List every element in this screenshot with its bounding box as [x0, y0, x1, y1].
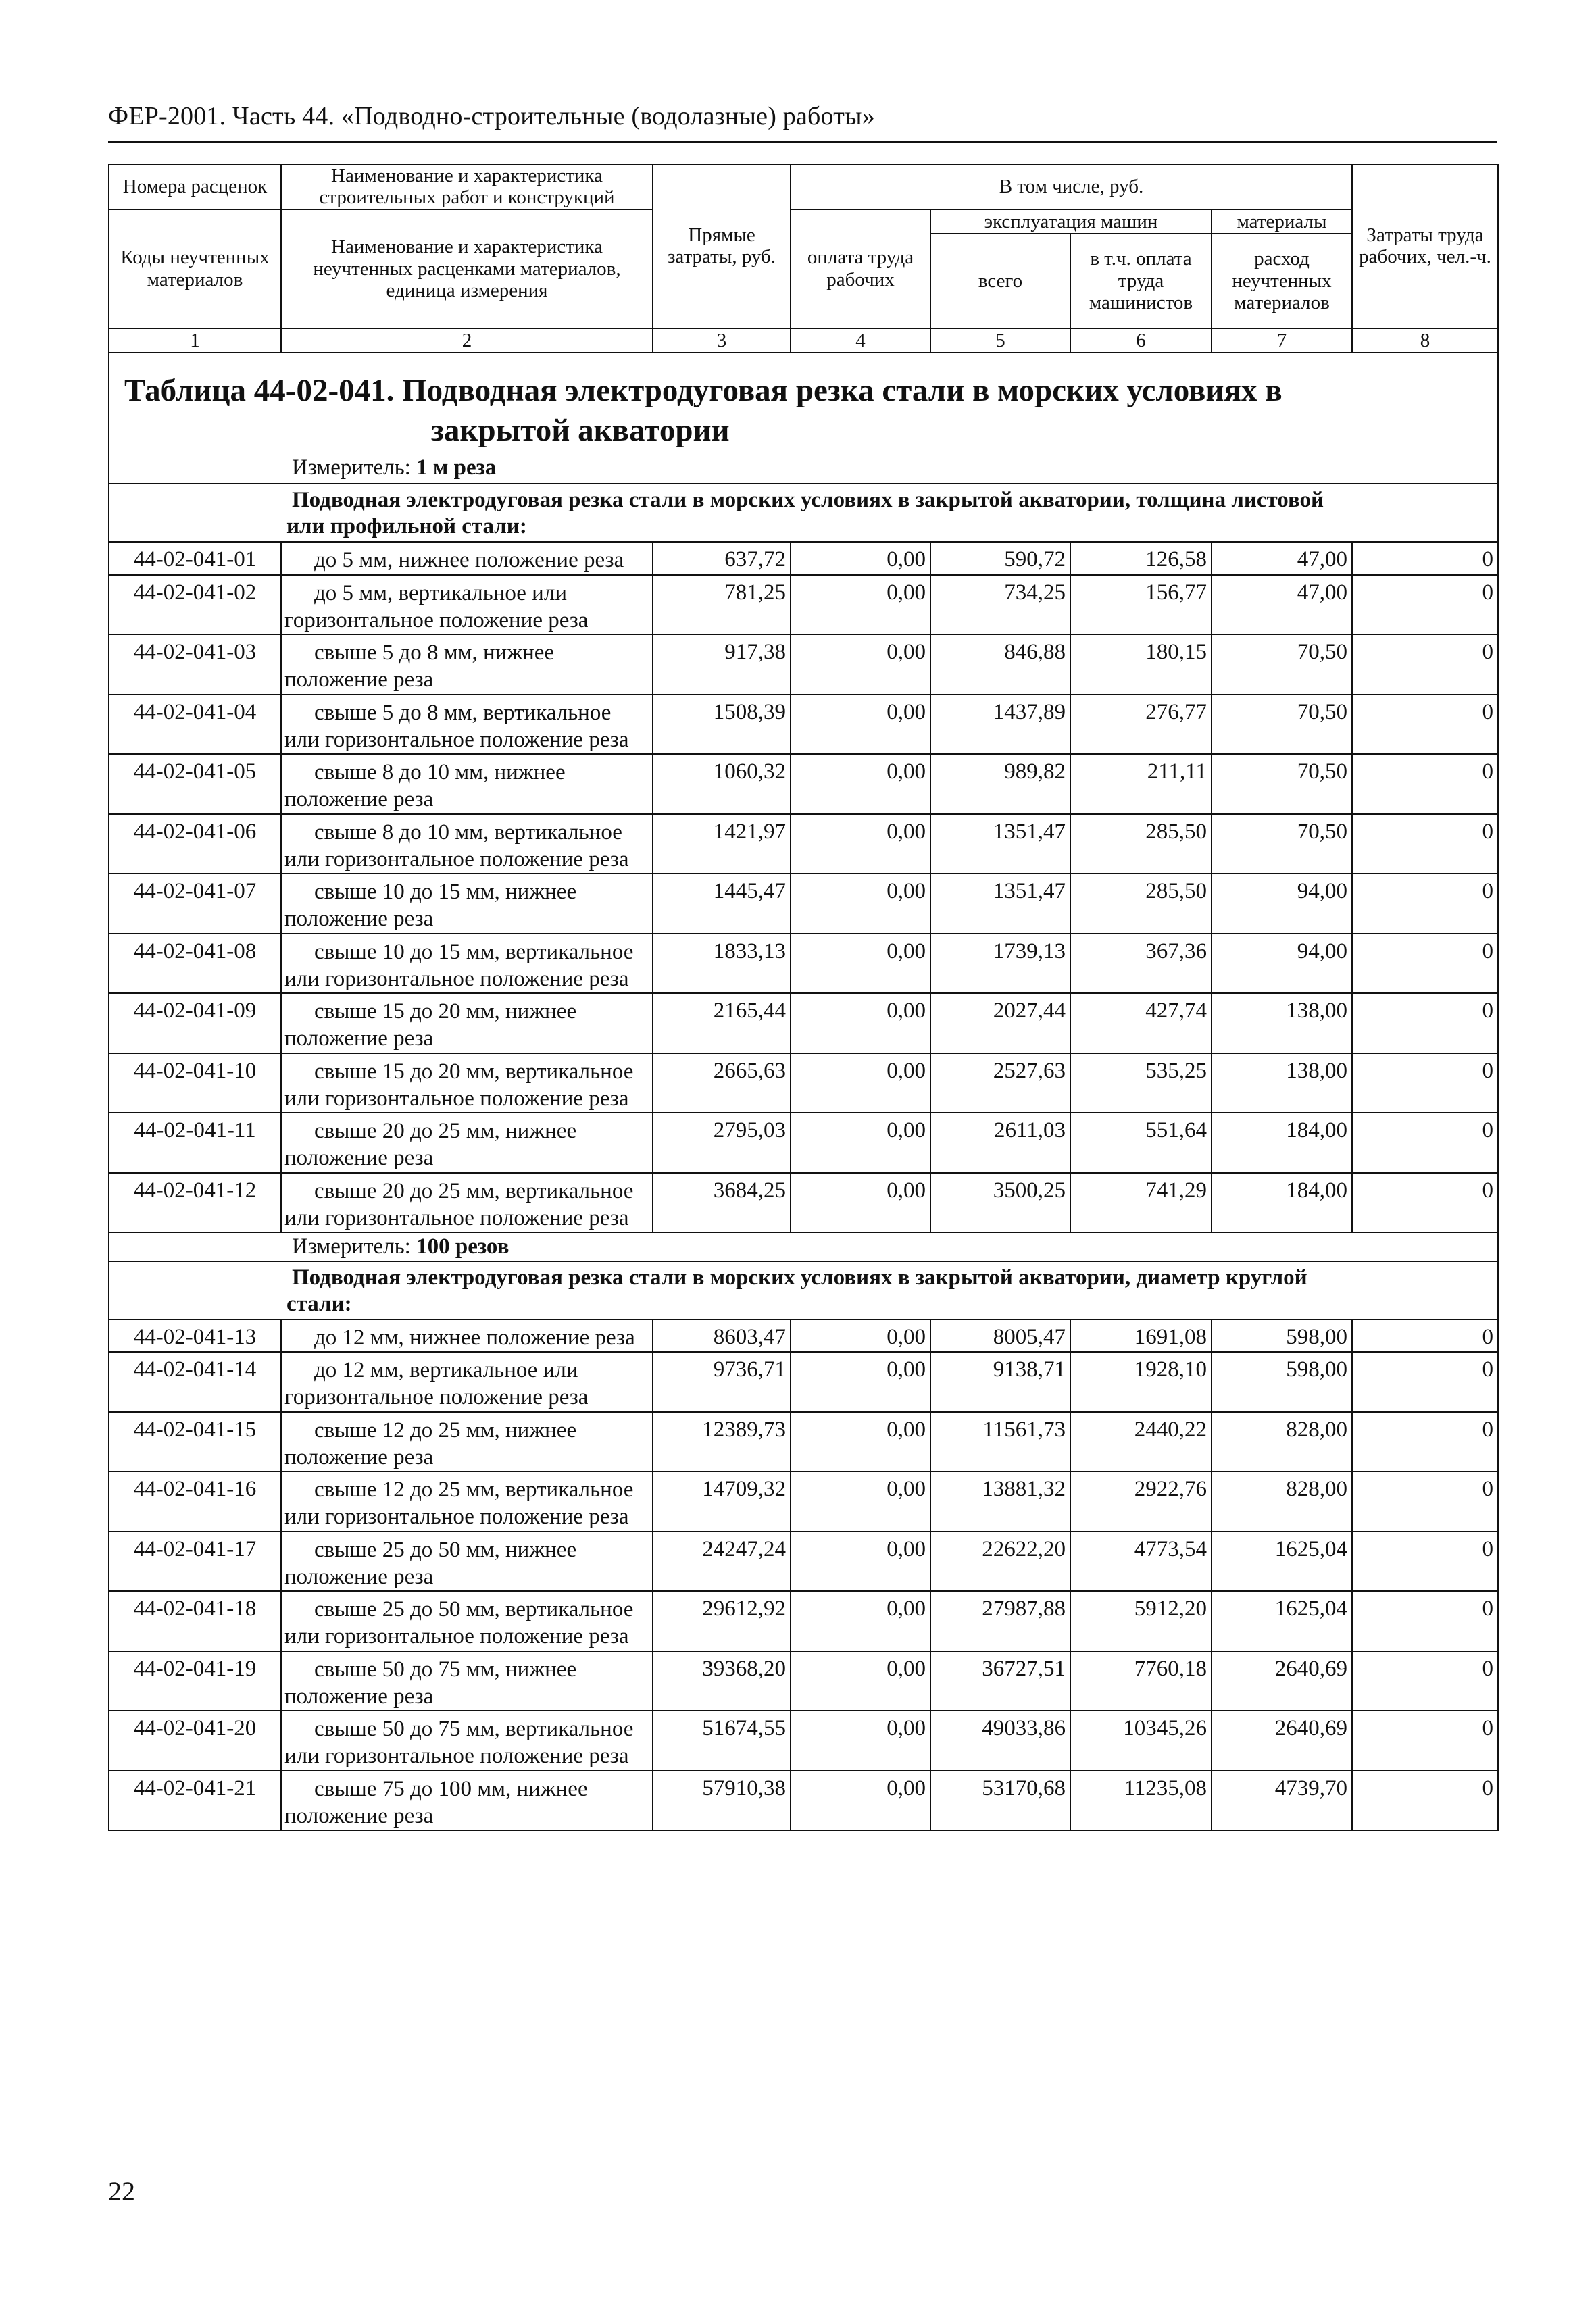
direct-costs: 1445,47: [653, 874, 791, 934]
col1-bottom-header: Коды неучтенных материалов: [109, 209, 281, 328]
materials-cost: 70,50: [1212, 634, 1352, 695]
materials-cost: 598,00: [1212, 1319, 1352, 1352]
materials-cost: 598,00: [1212, 1352, 1352, 1412]
rate-description-first-line: свыше 25 до 50 мм, нижнее: [314, 1537, 577, 1562]
rate-description-rest: вертикальное или горизонтальное положение реза: [284, 1478, 634, 1530]
rate-code: 44-02-041-14: [109, 1352, 281, 1412]
section-heading-2: [109, 1261, 1498, 1319]
direct-costs: 9736,71: [653, 1352, 791, 1412]
materials-cost: 2640,69: [1212, 1651, 1352, 1711]
rate-description: [281, 934, 653, 994]
rate-description: [281, 1771, 653, 1831]
labor-hours: 0: [1352, 993, 1498, 1053]
section-heading-line1: Подводная электродуговая резка стали в морских условиях в закрытой акватории, диаметр круглой: [292, 1265, 1307, 1290]
rate-code: 44-02-041-13: [109, 1319, 281, 1352]
rate-description-first-line: свыше 5 до 8 мм, вертикальное: [314, 700, 612, 725]
rate-description-rest: реза: [595, 1325, 635, 1350]
rate-code: 44-02-041-16: [109, 1472, 281, 1532]
rate-code: 44-02-041-19: [109, 1651, 281, 1711]
direct-costs: 781,25: [653, 575, 791, 635]
rate-code: 44-02-041-10: [109, 1053, 281, 1113]
direct-costs: 637,72: [653, 542, 791, 574]
col3-header: Прямые затраты, руб.: [653, 164, 791, 328]
measure-label: Измеритель:: [292, 1234, 411, 1259]
section-heading-1: [109, 484, 1498, 542]
rate-description-rest: положение реза: [284, 787, 434, 812]
direct-costs: 2665,63: [653, 1053, 791, 1113]
col5-header: всего: [930, 234, 1070, 328]
group-materials-header: материалы: [1212, 209, 1352, 234]
rate-code: 44-02-041-03: [109, 634, 281, 695]
col-number: 1: [109, 328, 281, 353]
col-number: 5: [930, 328, 1070, 353]
labor-hours: 0: [1352, 634, 1498, 695]
labor-hours: 0: [1352, 814, 1498, 874]
table-row: [109, 1053, 1498, 1113]
machines-total: 8005,47: [930, 1319, 1070, 1352]
materials-cost: 184,00: [1212, 1113, 1352, 1173]
rate-code: 44-02-041-04: [109, 695, 281, 755]
rate-description-first-line: свыше 50 до 75 мм, нижнее: [314, 1657, 577, 1682]
machines-total: 1351,47: [930, 814, 1070, 874]
labor-pay: 0,00: [791, 1053, 930, 1113]
machinists-pay: 1928,10: [1070, 1352, 1212, 1412]
machinists-pay: 1691,08: [1070, 1319, 1212, 1352]
machines-total: 1351,47: [930, 874, 1070, 934]
labor-hours: 0: [1352, 542, 1498, 574]
labor-pay: 0,00: [791, 754, 930, 814]
rate-description-rest: вертикальное или горизонтальное положение реза: [284, 820, 629, 872]
rate-description-first-line: свыше 20 до 25 мм,: [314, 1178, 500, 1203]
table-row: [109, 1472, 1498, 1532]
labor-hours: 0: [1352, 1319, 1498, 1352]
machinists-pay: 11235,08: [1070, 1771, 1212, 1831]
rate-description: [281, 1173, 653, 1233]
labor-hours: 0: [1352, 1711, 1498, 1771]
machines-total: 9138,71: [930, 1352, 1070, 1412]
col6-header: в т.ч. оплата труда машинистов: [1070, 234, 1212, 328]
machinists-pay: 5912,20: [1070, 1591, 1212, 1651]
machines-total: 734,25: [930, 575, 1070, 635]
table-head: [109, 164, 1498, 353]
table-row: [109, 754, 1498, 814]
rate-description: [281, 1319, 653, 1352]
rate-description-rest: положение реза: [284, 1684, 434, 1709]
col-number: 2: [281, 328, 653, 353]
machinists-pay: 285,50: [1070, 814, 1212, 874]
materials-cost: 70,50: [1212, 695, 1352, 755]
page-number: 22: [108, 2176, 135, 2207]
direct-costs: 2795,03: [653, 1113, 791, 1173]
rate-description-first-line: свыше 10 до 15 мм, нижнее: [314, 880, 577, 905]
rate-description-first-line: свыше 10 до 15 мм,: [314, 939, 500, 964]
table-row: [109, 1412, 1498, 1472]
rate-description: [281, 1113, 653, 1173]
col-number: 6: [1070, 328, 1212, 353]
machines-total: 590,72: [930, 542, 1070, 574]
rate-description-rest: положение реза: [284, 907, 434, 932]
labor-hours: 0: [1352, 1113, 1498, 1173]
table-row: [109, 695, 1498, 755]
rate-description: [281, 1532, 653, 1592]
rate-description: [281, 1053, 653, 1113]
labor-pay: 0,00: [791, 695, 930, 755]
table-row: [109, 1711, 1498, 1771]
labor-hours: 0: [1352, 1532, 1498, 1592]
rate-description-first-line: свыше 25 до 50 мм,: [314, 1597, 500, 1622]
measure-row-1: [109, 453, 1498, 484]
rate-description-first-line: свыше 50 до 75 мм,: [314, 1717, 500, 1742]
group-machines-header: эксплуатация машин: [930, 209, 1212, 234]
materials-cost: 94,00: [1212, 934, 1352, 994]
materials-cost: 2640,69: [1212, 1711, 1352, 1771]
direct-costs: 917,38: [653, 634, 791, 695]
materials-cost: 184,00: [1212, 1173, 1352, 1233]
rate-description-rest: положение реза: [284, 668, 434, 693]
direct-costs: 39368,20: [653, 1651, 791, 1711]
machinists-pay: 126,58: [1070, 542, 1212, 574]
rate-description-rest: положение реза: [284, 1444, 434, 1469]
direct-costs: 57910,38: [653, 1771, 791, 1831]
machinists-pay: 535,25: [1070, 1053, 1212, 1113]
rate-code: 44-02-041-21: [109, 1771, 281, 1831]
rate-description-rest: положение реза: [284, 1146, 434, 1171]
rate-code: 44-02-041-06: [109, 814, 281, 874]
rate-description-first-line: свыше 15 до 20 мм, нижнее: [314, 999, 577, 1024]
labor-hours: 0: [1352, 934, 1498, 994]
rate-description: [281, 993, 653, 1053]
table-title-line1: Таблица 44-02-041. Подводная электродуговая резка стали в морских условиях в: [124, 372, 1282, 408]
table-row: [109, 1651, 1498, 1711]
rate-description-rest: горизонтальное положение реза: [284, 607, 589, 632]
measure-value: 100 резов: [416, 1234, 509, 1259]
rate-code: 44-02-041-15: [109, 1412, 281, 1472]
machines-total: 846,88: [930, 634, 1070, 695]
labor-hours: 0: [1352, 1591, 1498, 1651]
rate-description-rest: вертикальное или горизонтальное положение реза: [284, 1059, 634, 1111]
machines-total: 36727,51: [930, 1651, 1070, 1711]
machines-total: 27987,88: [930, 1591, 1070, 1651]
table-row: [109, 993, 1498, 1053]
direct-costs: 29612,92: [653, 1591, 791, 1651]
rate-description: [281, 874, 653, 934]
machinists-pay: 180,15: [1070, 634, 1212, 695]
rate-description-rest: вертикальное или горизонтальное положение реза: [284, 1597, 634, 1649]
table-row: [109, 542, 1498, 574]
col4-header: оплата труда рабочих: [791, 209, 930, 328]
direct-costs: 1508,39: [653, 695, 791, 755]
labor-hours: 0: [1352, 874, 1498, 934]
materials-cost: 1625,04: [1212, 1532, 1352, 1592]
direct-costs: 3684,25: [653, 1173, 791, 1233]
machines-total: 989,82: [930, 754, 1070, 814]
rate-description-rest: положение реза: [284, 1026, 434, 1051]
table-row: [109, 1591, 1498, 1651]
col-number: 4: [791, 328, 930, 353]
direct-costs: 14709,32: [653, 1472, 791, 1532]
machines-total: 2527,63: [930, 1053, 1070, 1113]
direct-costs: 1421,97: [653, 814, 791, 874]
machinists-pay: 551,64: [1070, 1113, 1212, 1173]
labor-pay: 0,00: [791, 1173, 930, 1233]
table-row: [109, 1771, 1498, 1831]
rate-description-first-line: свыше 75 до 100 мм, нижнее: [314, 1776, 588, 1801]
labor-pay: 0,00: [791, 575, 930, 635]
materials-cost: 138,00: [1212, 1053, 1352, 1113]
machinists-pay: 2440,22: [1070, 1412, 1212, 1472]
rate-code: 44-02-041-08: [109, 934, 281, 994]
machinists-pay: 10345,26: [1070, 1711, 1212, 1771]
rate-description: [281, 1352, 653, 1412]
direct-costs: 24247,24: [653, 1532, 791, 1592]
labor-pay: 0,00: [791, 993, 930, 1053]
machines-total: 1437,89: [930, 695, 1070, 755]
labor-pay: 0,00: [791, 634, 930, 695]
table-row: [109, 575, 1498, 635]
labor-pay: 0,00: [791, 934, 930, 994]
rate-description-first-line: до 12 мм, вертикальное или: [314, 1358, 578, 1383]
materials-cost: 4739,70: [1212, 1771, 1352, 1831]
table-row: [109, 1532, 1498, 1592]
rate-description: [281, 695, 653, 755]
machines-total: 13881,32: [930, 1472, 1070, 1532]
rate-code: 44-02-041-02: [109, 575, 281, 635]
rate-description: [281, 542, 653, 574]
materials-cost: 828,00: [1212, 1472, 1352, 1532]
rate-description-rest: положение реза: [284, 1564, 434, 1589]
direct-costs: 2165,44: [653, 993, 791, 1053]
labor-pay: 0,00: [791, 1113, 930, 1173]
rate-description: [281, 814, 653, 874]
rate-description-first-line: до 12 мм, нижнее положение: [314, 1325, 590, 1350]
labor-hours: 0: [1352, 1053, 1498, 1113]
labor-hours: 0: [1352, 1412, 1498, 1472]
labor-hours: 0: [1352, 1651, 1498, 1711]
section-heading-line1: Подводная электродуговая резка стали в морских условиях в закрытой акватории, толщина листовой: [292, 488, 1324, 513]
direct-costs: 12389,73: [653, 1412, 791, 1472]
machinists-pay: 7760,18: [1070, 1651, 1212, 1711]
labor-hours: 0: [1352, 1352, 1498, 1412]
machinists-pay: 741,29: [1070, 1173, 1212, 1233]
col7-header: расход неучтенных материалов: [1212, 234, 1352, 328]
labor-pay: 0,00: [791, 1532, 930, 1592]
table-row: [109, 1173, 1498, 1233]
machinists-pay: 2922,76: [1070, 1472, 1212, 1532]
table-row: [109, 814, 1498, 874]
col2-top-header: Наименование и характеристика строительных работ и конструкций: [281, 164, 653, 209]
materials-cost: 828,00: [1212, 1412, 1352, 1472]
rate-description-first-line: свыше 12 до 25 мм,: [314, 1478, 500, 1503]
col8-header: Затраты труда рабочих, чел.-ч.: [1352, 164, 1498, 328]
labor-pay: 0,00: [791, 814, 930, 874]
machinists-pay: 367,36: [1070, 934, 1212, 994]
rate-description-first-line: свыше 8 до 10 мм, нижнее: [314, 760, 566, 785]
machinists-pay: 427,74: [1070, 993, 1212, 1053]
direct-costs: 51674,55: [653, 1711, 791, 1771]
col-number: 7: [1212, 328, 1352, 353]
labor-pay: 0,00: [791, 1651, 930, 1711]
rate-description-first-line: свыше 8 до 10 мм,: [314, 820, 489, 845]
labor-pay: 0,00: [791, 1319, 930, 1352]
labor-pay: 0,00: [791, 874, 930, 934]
labor-pay: 0,00: [791, 1711, 930, 1771]
col2-bottom-header: Наименование и характеристика неучтенных расценками материалов, единица измерения: [281, 209, 653, 328]
group-incl-header: В том числе, руб.: [791, 164, 1352, 209]
section-heading-line2: стали:: [286, 1292, 352, 1316]
machinists-pay: 4773,54: [1070, 1532, 1212, 1592]
table-row: [109, 1319, 1498, 1352]
materials-cost: 138,00: [1212, 993, 1352, 1053]
rate-code: 44-02-041-20: [109, 1711, 281, 1771]
rate-description-rest: вертикальное или горизонтальное положение реза: [284, 939, 634, 991]
table-title: [109, 353, 1498, 453]
labor-pay: 0,00: [791, 1771, 930, 1831]
rate-description: [281, 1591, 653, 1651]
rate-code: 44-02-041-12: [109, 1173, 281, 1233]
labor-pay: 0,00: [791, 1591, 930, 1651]
rate-description: [281, 634, 653, 695]
machines-total: 2611,03: [930, 1113, 1070, 1173]
labor-pay: 0,00: [791, 1352, 930, 1412]
col-number: 8: [1352, 328, 1498, 353]
labor-pay: 0,00: [791, 1412, 930, 1472]
materials-cost: 70,50: [1212, 814, 1352, 874]
direct-costs: 1060,32: [653, 754, 791, 814]
rate-code: 44-02-041-01: [109, 542, 281, 574]
labor-hours: 0: [1352, 575, 1498, 635]
measure-row-2: [109, 1232, 1498, 1261]
page-header: ФЕР-2001. Часть 44. «Подводно-строительные (водолазные) работы»: [108, 102, 875, 130]
rate-description: [281, 1711, 653, 1771]
rate-description-rest: реза: [583, 548, 624, 573]
rate-code: 44-02-041-05: [109, 754, 281, 814]
machines-total: 3500,25: [930, 1173, 1070, 1233]
table-row: [109, 1352, 1498, 1412]
table-body: [109, 353, 1498, 1830]
materials-cost: 70,50: [1212, 754, 1352, 814]
materials-cost: 47,00: [1212, 575, 1352, 635]
rate-code: 44-02-041-18: [109, 1591, 281, 1651]
machines-total: 49033,86: [930, 1711, 1070, 1771]
rates-table: [108, 164, 1499, 1831]
table-row: [109, 874, 1498, 934]
rate-description: [281, 1472, 653, 1532]
rate-description-first-line: свыше 12 до 25 мм, нижнее: [314, 1417, 577, 1442]
materials-cost: 47,00: [1212, 542, 1352, 574]
labor-hours: 0: [1352, 1472, 1498, 1532]
header-rule: [108, 141, 1497, 143]
labor-pay: 0,00: [791, 1472, 930, 1532]
measure-value: 1 м реза: [416, 455, 497, 480]
labor-hours: 0: [1352, 1173, 1498, 1233]
rate-description-rest: или горизонтальное положение реза: [284, 727, 629, 752]
table-row: [109, 934, 1498, 994]
rate-code: 44-02-041-11: [109, 1113, 281, 1173]
labor-pay: 0,00: [791, 542, 930, 574]
rate-code: 44-02-041-09: [109, 993, 281, 1053]
measure-label: Измеритель:: [292, 455, 411, 480]
rate-description: [281, 575, 653, 635]
machines-total: 11561,73: [930, 1412, 1070, 1472]
machines-total: 2027,44: [930, 993, 1070, 1053]
machinists-pay: 285,50: [1070, 874, 1212, 934]
rate-code: 44-02-041-07: [109, 874, 281, 934]
rate-description-rest: вертикальное или горизонтальное положение реза: [284, 1178, 634, 1230]
labor-hours: 0: [1352, 695, 1498, 755]
rate-description: [281, 754, 653, 814]
machines-total: 53170,68: [930, 1771, 1070, 1831]
table-row: [109, 1113, 1498, 1173]
rate-description-first-line: свыше 5 до 8 мм, нижнее: [314, 640, 555, 665]
rate-description-first-line: до 5 мм, нижнее положение: [314, 548, 578, 573]
rate-description-rest: положение реза: [284, 1803, 434, 1828]
rate-description-first-line: до 5 мм, вертикальное или: [314, 580, 567, 605]
rate-description-rest: вертикальное или горизонтальное положение реза: [284, 1717, 634, 1769]
machinists-pay: 211,11: [1070, 754, 1212, 814]
rate-description-first-line: свыше 20 до 25 мм, нижнее: [314, 1119, 577, 1144]
direct-costs: 8603,47: [653, 1319, 791, 1352]
direct-costs: 1833,13: [653, 934, 791, 994]
rate-description: [281, 1412, 653, 1472]
table-title-line2: закрытой акватории: [431, 412, 730, 448]
machinists-pay: 156,77: [1070, 575, 1212, 635]
col1-top-header: Номера расценок: [109, 164, 281, 209]
rate-description-first-line: свыше 15 до 20 мм,: [314, 1059, 500, 1084]
rate-description: [281, 1651, 653, 1711]
table-row: [109, 634, 1498, 695]
rate-description-rest: горизонтальное положение реза: [284, 1385, 589, 1410]
materials-cost: 94,00: [1212, 874, 1352, 934]
section-heading-line2: или профильной стали:: [286, 514, 527, 539]
machines-total: 1739,13: [930, 934, 1070, 994]
col-number: 3: [653, 328, 791, 353]
labor-hours: 0: [1352, 754, 1498, 814]
labor-hours: 0: [1352, 1771, 1498, 1831]
materials-cost: 1625,04: [1212, 1591, 1352, 1651]
rate-code: 44-02-041-17: [109, 1532, 281, 1592]
machines-total: 22622,20: [930, 1532, 1070, 1592]
machinists-pay: 276,77: [1070, 695, 1212, 755]
